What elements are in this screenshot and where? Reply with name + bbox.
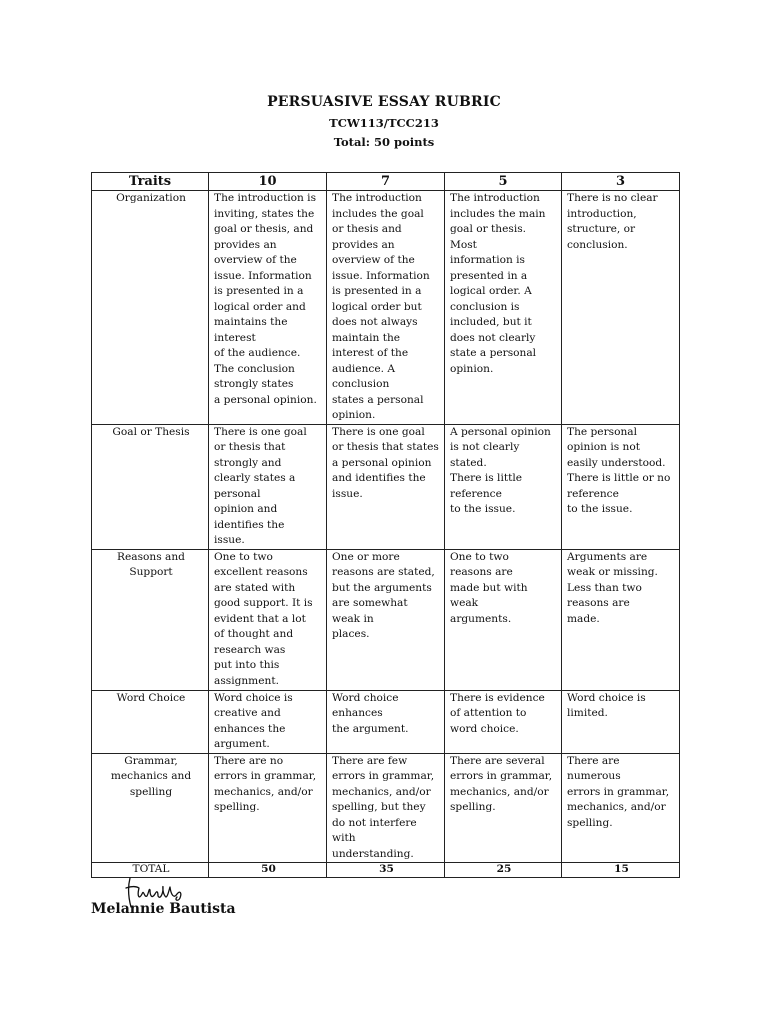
header-score-5: 5 bbox=[445, 173, 562, 191]
header-score-10: 10 bbox=[209, 173, 327, 191]
criteria-cell: Word choice is limited. bbox=[562, 690, 680, 753]
table-row bbox=[92, 753, 680, 863]
header-traits: Traits bbox=[92, 173, 209, 191]
criteria-cell: There is one goal or thesis that strongly and clearly states a personal opinion and identifies the issue. bbox=[209, 424, 327, 549]
criteria-cell: A personal opinion is not clearly stated. There is little reference to the issue. bbox=[445, 424, 562, 549]
criteria-cell: Word choice is creative and enhances the argument. bbox=[209, 690, 327, 753]
header-row bbox=[92, 173, 680, 191]
criteria-cell: There are no errors in grammar, mechanics, and/or spelling. bbox=[209, 753, 327, 863]
criteria-cell: There are few errors in grammar, mechanics, and/or spelling, but they do not interfere with understanding. bbox=[327, 753, 445, 863]
header-score-3: 3 bbox=[562, 173, 680, 191]
criteria-cell: There are several errors in grammar, mechanics, and/or spelling. bbox=[445, 753, 562, 863]
signer-name: Melannie Bautista bbox=[91, 901, 236, 917]
trait-label: Word Choice bbox=[92, 690, 209, 753]
total-score-3: 15 bbox=[562, 863, 680, 878]
criteria-cell: The introduction includes the goal or thesis and provides an overview of the issue. Information is presented in a logical order but does not always maintain the interest of the audience. A conclusion states a personal opinion. bbox=[327, 191, 445, 425]
table-row bbox=[92, 191, 680, 425]
criteria-cell: There is evidence of attention to word choice. bbox=[445, 690, 562, 753]
criteria-cell: The introduction includes the main goal or thesis. Most information is presented in a logical order. A conclusion is included, but it does not clearly state a personal opinion. bbox=[445, 191, 562, 425]
total-score-5: 25 bbox=[445, 863, 562, 878]
total-score-10: 50 bbox=[209, 863, 327, 878]
table-row bbox=[92, 424, 680, 549]
criteria-cell: One to two excellent reasons are stated with good support. It is evident that a lot of thought and research was put into this assignment. bbox=[209, 549, 327, 690]
criteria-cell: There is one goal or thesis that states a personal opinion and identifies the issue. bbox=[327, 424, 445, 549]
header-score-7: 7 bbox=[327, 173, 445, 191]
trait-label: Grammar, mechanics and spelling bbox=[92, 753, 209, 863]
criteria-cell: Word choice enhances the argument. bbox=[327, 690, 445, 753]
table-row bbox=[92, 549, 680, 690]
criteria-cell: One to two reasons are made but with weak arguments. bbox=[445, 549, 562, 690]
document-title: PERSUASIVE ESSAY RUBRIC bbox=[267, 94, 501, 110]
total-label: TOTAL bbox=[92, 863, 209, 878]
total-points: Total: 50 points bbox=[333, 135, 435, 149]
trait-label: Goal or Thesis bbox=[92, 424, 209, 549]
trait-label: Reasons and Support bbox=[92, 549, 209, 690]
criteria-cell: Arguments are weak or missing. Less than two reasons are made. bbox=[562, 549, 680, 690]
criteria-cell: The introduction is inviting, states the goal or thesis, and provides an overview of the issue. Information is presented in a logical order and maintains the interest of the audience. The conclusion strongly states a personal opinion. bbox=[209, 191, 327, 425]
criteria-cell: The personal opinion is not easily understood. There is little or no reference to the issue. bbox=[562, 424, 680, 549]
criteria-cell: There are numerous errors in grammar, mechanics, and/or spelling. bbox=[562, 753, 680, 863]
course-code: TCW113/TCC213 bbox=[329, 116, 439, 130]
table-row bbox=[92, 690, 680, 753]
trait-label: Organization bbox=[92, 191, 209, 425]
rubric-table bbox=[91, 172, 680, 878]
total-score-7: 35 bbox=[327, 863, 445, 878]
criteria-cell: One or more reasons are stated, but the arguments are somewhat weak in places. bbox=[327, 549, 445, 690]
criteria-cell: There is no clear introduction, structure, or conclusion. bbox=[562, 191, 680, 425]
